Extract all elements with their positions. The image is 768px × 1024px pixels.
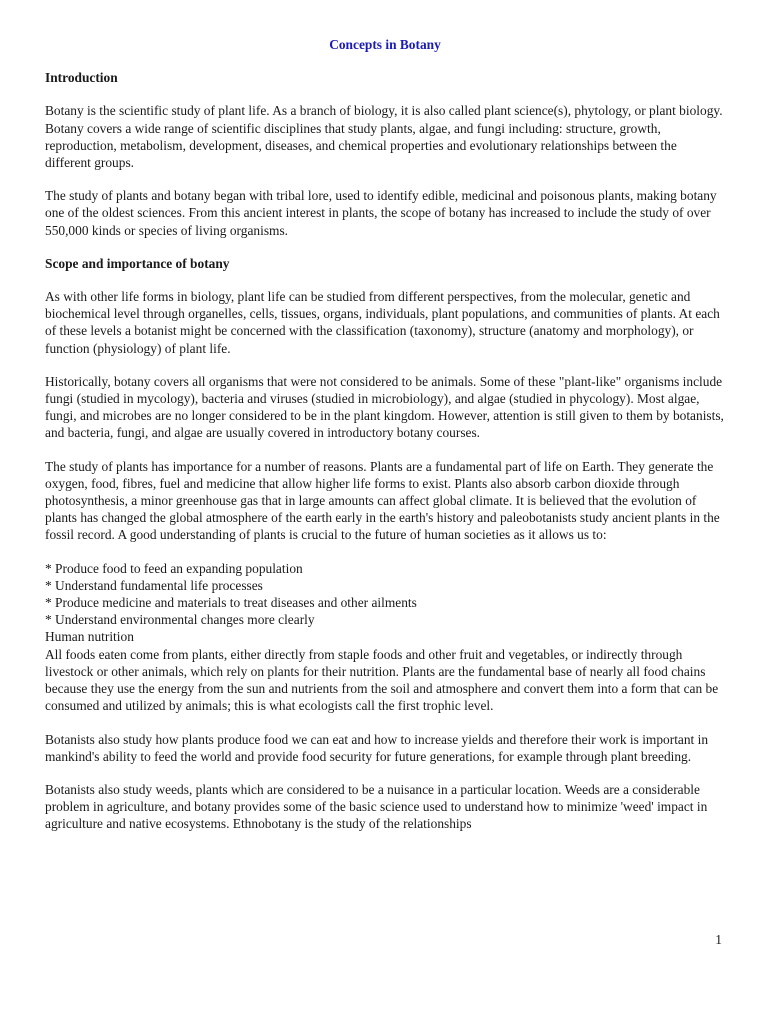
nutrition-paragraph-2: Botanists also study how plants produce food we can eat and how to increase yields and therefore their work is important in mankind's ability to feed the world and provide food security for future generations, for example through plant breeding.	[45, 731, 709, 764]
scope-paragraph-3: The study of plants has importance for a number of reasons. Plants are a fundamental part of life on Earth. They generate the oxygen, food, fibres, fuel and medicine that allow higher life forms to exist. Plants also absorb carbon dioxide through photosynthesis, a minor greenhouse gas that in large amounts can affect global climate. It is believed that the evolution of plants has changed the global atmosphere of the earth early in the earth's history and paleobotanists study ancient plants in the fossil record. A good understanding of plants is crucial to the future of human societies as it allows us to:	[45, 458, 720, 543]
scope-paragraph-1: As with other life forms in biology, plant life can be studied from different perspectives, from the molecular, genetic and biochemical level through organelles, cells, tissues, organs, individuals, plant populations, and communities of plants. At each of these levels a botanist might be concerned with the classification (taxonomy), structure (anatomy and morphology), or function (physiology) of plant life.	[45, 289, 720, 356]
list-item: * Understand environmental changes more clearly	[45, 612, 315, 628]
page-number: 1	[715, 932, 722, 947]
scope-paragraph-2: Historically, botany covers all organisms that were not considered to be animals. Some of these "plant-like" organisms include fungi (studied in mycology), bacteria and viruses (studied in microbiology), and algae (studied in phycology). Most algae, fungi, and microbes are no longer considered to be in the plant kingdom. However, attention is still given to them by botanists, and bacteria, fungi, and algae are usually covered in introductory botany courses.	[45, 373, 724, 441]
intro-paragraph-2: The study of plants and botany began with tribal lore, used to identify edible, medicinal and poisonous plants, making botany one of the oldest sciences. From this ancient interest in plants, the scope of botany has increased to include the study of over 550,000 kinds or species of living organisms.	[45, 188, 717, 238]
scope-heading: Scope and importance of botany	[45, 255, 230, 271]
nutrition-subheading: Human nutrition	[45, 629, 134, 645]
importance-list	[45, 560, 725, 629]
list-item: * Produce medicine and materials to treat diseases and other ailments	[45, 595, 417, 611]
intro-paragraph-1: Botany is the scientific study of plant life. As a branch of biology, it is also called plant science(s), phytology, or plant biology. Botany covers a wide range of scientific disciplines that study plants, algae, and fungi including: structure, growth, reproduction, metabolism, development, diseases, and chemical properties and evolutionary relationships between the different groups.	[45, 103, 723, 171]
introduction-heading: Introduction	[45, 70, 118, 86]
nutrition-paragraph-1: All foods eaten come from plants, either directly from staple foods and other fruit and vegetables, or indirectly through livestock or other animals, which rely on plants for their nutrition. Plants are the fundamental base of nearly all food chains because they use the energy from the sun and nutrients from the soil and atmosphere and convert them into a form that can be consumed and utilized by animals; this is what ecologists call the first trophic level.	[45, 646, 719, 714]
list-item: * Produce food to feed an expanding population	[45, 560, 303, 576]
document-page	[45, 36, 725, 849]
document-title: Concepts in Botany	[329, 37, 441, 52]
nutrition-paragraph-3: Botanists also study weeds, plants which are considered to be a nuisance in a particular location. Weeds are a considerable problem in agriculture, and botany provides some of the basic science used to understand how to minimize 'weed' impact in agriculture and native ecosystems. Ethnobotany is the study of the relationships	[45, 781, 708, 832]
list-item: * Understand fundamental life processes	[45, 577, 263, 593]
